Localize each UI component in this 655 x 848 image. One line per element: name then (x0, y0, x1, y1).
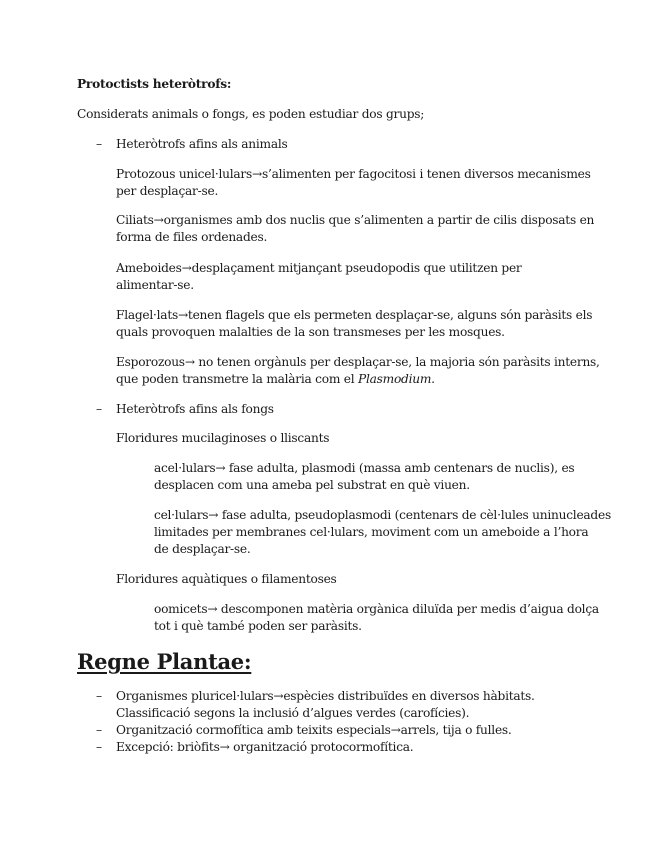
item-line: Ciliats→organismes amb dos nuclis que s’alimenten a partir de cilis disposats en (116, 213, 595, 227)
bullet-dash: – (96, 402, 103, 416)
bullet-dash: – (96, 689, 103, 703)
italic-term: Plasmodium (358, 372, 432, 386)
group-title-animals: Heteròtrofs afins als animals (116, 137, 288, 151)
item-line-suffix: . (431, 372, 435, 386)
bullet-dash: – (96, 740, 103, 754)
item-line: acel·lulars→ fase adulta, plasmodi (massa amb centenars de nuclis), es (154, 461, 575, 475)
section-heading-protoctists: Protoctists heteròtrofs: (77, 77, 232, 91)
section-heading-plantae: Regne Plantae: (77, 649, 252, 674)
item-line: alimentar-se. (116, 278, 194, 292)
subgroup-title-mucilaginoses: Floridures mucilaginoses o lliscants (116, 431, 330, 445)
item-line: Ameboides→desplaçament mitjançant pseudopodis que utilitzen per (116, 261, 522, 275)
bullet-dash: – (96, 137, 103, 151)
item-line: Protozous unicel·lulars→s’alimenten per fagocitosi i tenen diversos mecanismes (116, 167, 591, 181)
item-line: Organització cormofítica amb teixits especials→arrels, tija o fulles. (116, 723, 512, 737)
item-line: limitades per membranes cel·lulars, moviment com un ameboide a l’hora (154, 525, 589, 539)
item-line: forma de files ordenades. (116, 230, 268, 244)
subgroup-title-aquatiques: Floridures aquàtiques o filamentoses (116, 572, 337, 586)
item-line: desplacen com una ameba pel substrat en què viuen. (154, 478, 470, 492)
item-line: de desplaçar-se. (154, 542, 251, 556)
item-line: Esporozous→ no tenen orgànuls per desplaçar-se, la majoria són paràsits interns, (116, 355, 600, 369)
item-line: Excepció: briòfits→ organització protocormofítica. (116, 740, 414, 754)
item-line: Organismes pluricel·lulars→espècies distribuïdes en diversos hàbitats. (116, 689, 535, 703)
item-line: cel·lulars→ fase adulta, pseudoplasmodi (centenars de cèl·lules uninucleades (154, 508, 611, 522)
group-title-fungi: Heteròtrofs afins als fongs (116, 402, 274, 416)
item-line: tot i què també poden ser paràsits. (154, 619, 362, 633)
item-line: oomicets→ descomponen matèria orgànica diluïda per medis d’aigua dolça (154, 602, 599, 616)
bullet-dash: – (96, 723, 103, 737)
item-line-text: que poden transmetre la malària com el (116, 372, 359, 386)
item-line: Flagel·lats→tenen flagels que els permeten desplaçar-se, alguns són paràsits els (116, 308, 593, 322)
item-line: quals provoquen malalties de la son transmeses per les mosques. (116, 325, 505, 339)
item-line: per desplaçar-se. (116, 184, 219, 198)
item-line (116, 371, 435, 388)
item-line: Classificació segons la inclusió d’algues verdes (carofícies). (116, 706, 470, 720)
intro-paragraph: Considerats animals o fongs, es poden estudiar dos grups; (77, 107, 425, 121)
